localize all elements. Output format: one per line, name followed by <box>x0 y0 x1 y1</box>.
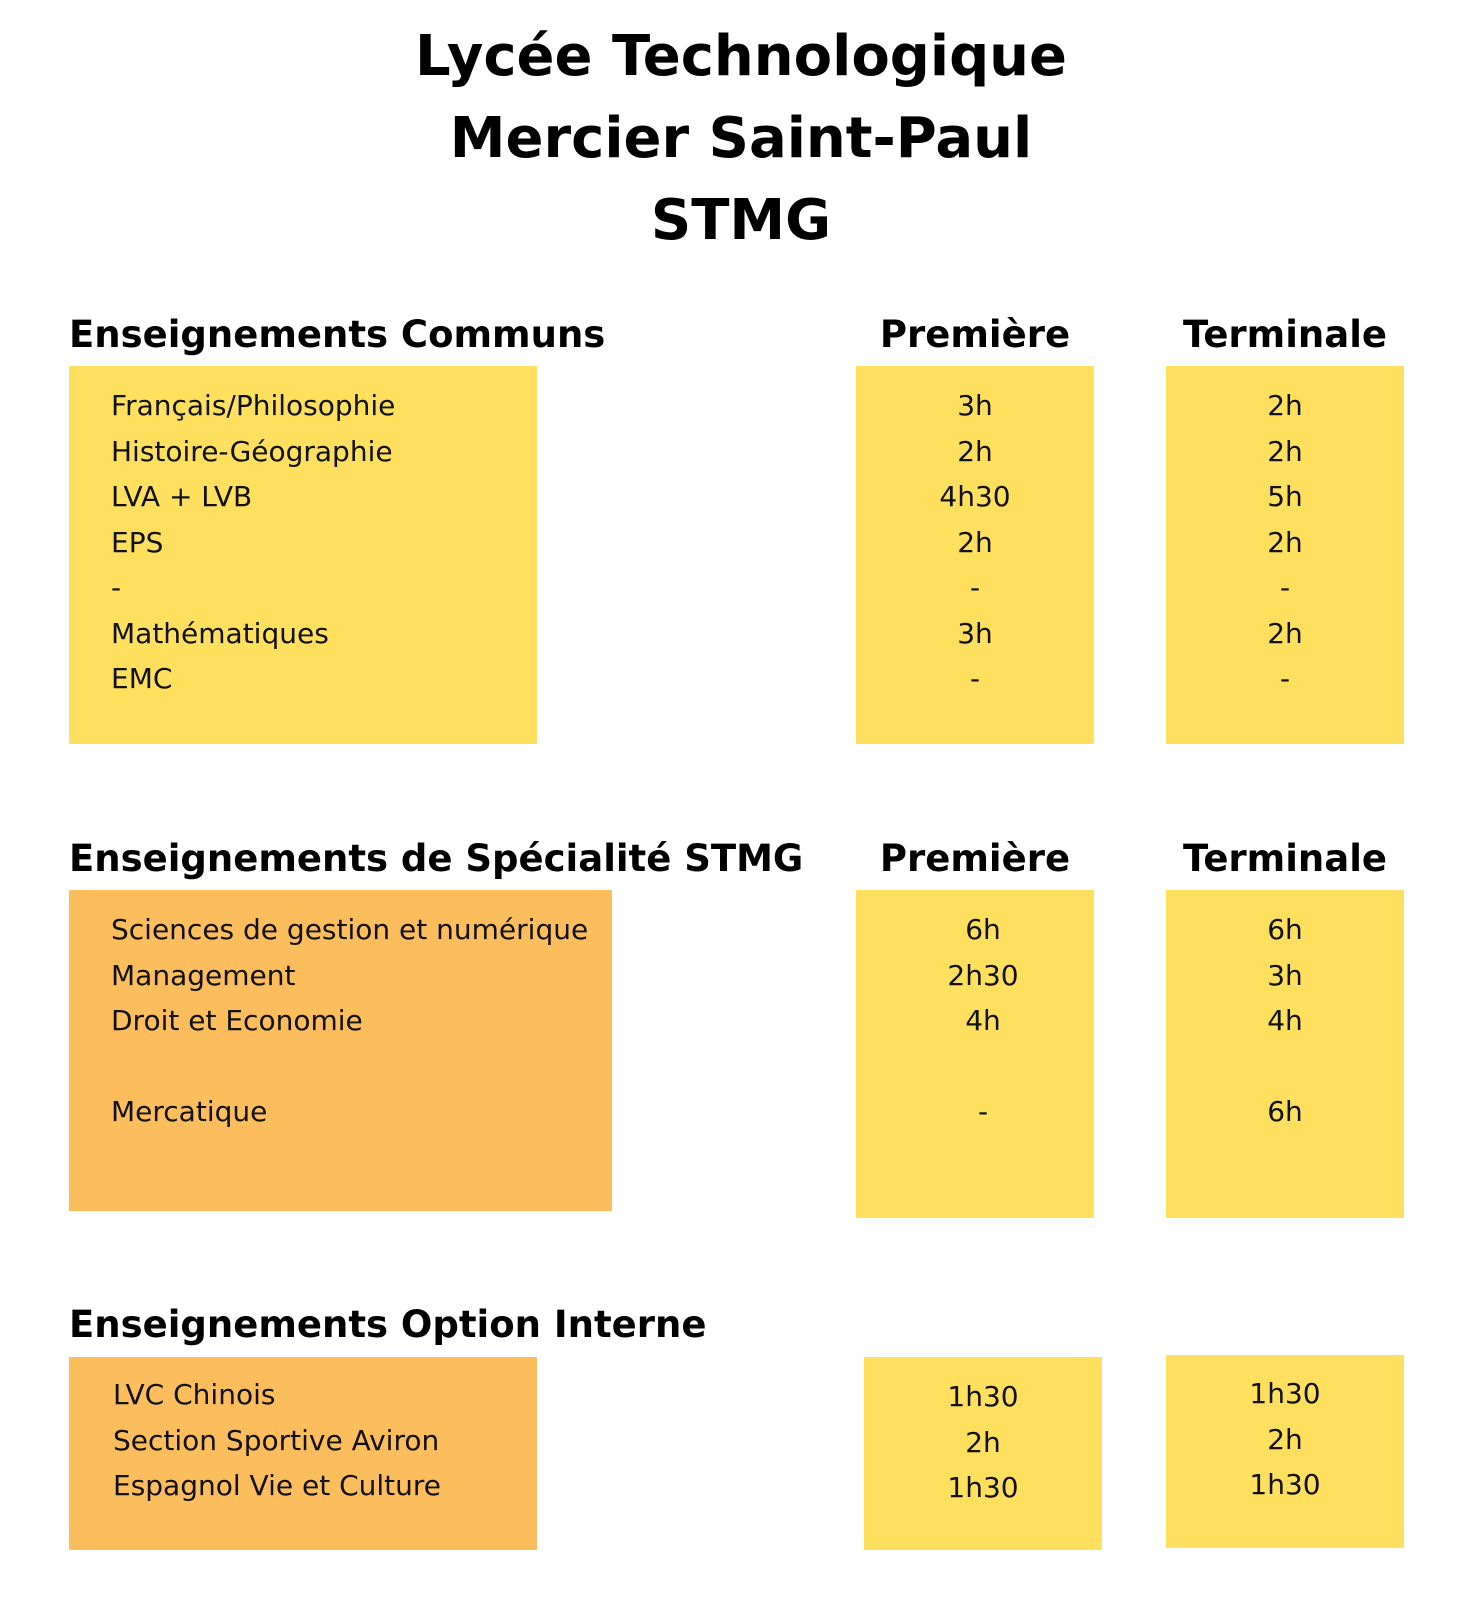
list-item: 4h30 <box>939 480 1011 513</box>
subjects-box-communs <box>69 366 537 744</box>
list-item: 3h <box>957 616 993 650</box>
list-item: - <box>977 1095 989 1128</box>
premiere-box-specialite <box>856 890 1094 1218</box>
title-line-3: STMG <box>650 188 832 253</box>
list-item: 2h <box>957 525 993 559</box>
premiere-hours-list <box>856 383 1094 702</box>
column-heading-terminale: Terminale <box>1183 313 1387 356</box>
terminale-hours-list <box>1166 907 1404 1135</box>
terminale-box-option <box>1166 1355 1404 1548</box>
list-item: 6h <box>1267 913 1303 946</box>
premiere-hours-list <box>864 1374 1102 1511</box>
list-item: LVC Chinois <box>113 1378 276 1411</box>
list-item: Droit et Economie <box>111 1004 363 1037</box>
premiere-hours-list <box>864 907 1102 1135</box>
list-item: 2h <box>965 1425 1001 1459</box>
list-item: Espagnol Vie et Culture <box>113 1469 442 1502</box>
terminale-box-communs <box>1166 366 1404 744</box>
list-item <box>864 1044 1102 1090</box>
list-item: 5h <box>1267 480 1303 513</box>
list-item: 2h <box>1267 616 1303 650</box>
column-heading-premiere: Première <box>879 313 1071 356</box>
list-item: 3h <box>957 389 993 422</box>
list-item: 2h30 <box>947 958 1019 992</box>
title-line-1: Lycée Technologique <box>414 24 1068 89</box>
page-title <box>0 16 1482 262</box>
list-item: 2h <box>1267 525 1303 559</box>
section-heading-communs: Enseignements Communs <box>69 313 606 356</box>
list-item: 1h30 <box>1249 1468 1321 1501</box>
column-heading-premiere: Première <box>879 837 1071 880</box>
list-item: 2h <box>1267 434 1303 468</box>
list-item: 4h <box>965 1004 1001 1037</box>
list-item: - <box>969 662 981 695</box>
list-item: EPS <box>111 525 164 559</box>
premiere-box-option <box>864 1357 1102 1550</box>
subject-list <box>111 907 588 1135</box>
list-item: 1h30 <box>947 1471 1019 1504</box>
list-item: Sciences de gestion et numérique <box>111 913 589 946</box>
list-item: 1h30 <box>1249 1377 1321 1410</box>
subjects-box-specialite <box>69 890 612 1211</box>
subject-list <box>111 383 395 702</box>
subjects-box-option <box>69 1357 537 1550</box>
list-item <box>1166 1044 1404 1090</box>
list-item: - <box>111 571 122 604</box>
list-item: 2h <box>1267 389 1303 422</box>
list-item: 6h <box>1267 1095 1303 1128</box>
list-item: Mercatique <box>111 1095 268 1128</box>
list-item: - <box>1279 662 1291 695</box>
list-item: LVA + LVB <box>111 480 253 513</box>
list-item <box>111 1044 588 1090</box>
list-item: EMC <box>111 662 173 695</box>
list-item: Mathématiques <box>111 616 329 650</box>
list-item: Français/Philosophie <box>111 389 396 422</box>
terminale-box-specialite <box>1166 890 1404 1218</box>
column-heading-terminale: Terminale <box>1183 837 1387 880</box>
list-item: - <box>969 571 981 604</box>
section-heading-option: Enseignements Option Interne <box>69 1303 707 1346</box>
terminale-hours-list <box>1166 383 1404 702</box>
list-item: 3h <box>1267 958 1303 992</box>
subject-list <box>113 1372 441 1509</box>
section-heading-specialite: Enseignements de Spécialité STMG <box>69 837 804 880</box>
terminale-hours-list <box>1166 1371 1404 1508</box>
list-item: 2h <box>1267 1422 1303 1456</box>
list-item: Section Sportive Aviron <box>113 1423 440 1457</box>
list-item: 4h <box>1267 1004 1303 1037</box>
list-item: - <box>1279 571 1291 604</box>
list-item: Histoire-Géographie <box>111 434 393 468</box>
title-line-2: Mercier Saint-Paul <box>449 106 1033 171</box>
list-item: 2h <box>957 434 993 468</box>
list-item: Management <box>111 958 296 992</box>
list-item: 1h30 <box>947 1380 1019 1413</box>
premiere-box-communs <box>856 366 1094 744</box>
list-item: 6h <box>965 913 1001 946</box>
